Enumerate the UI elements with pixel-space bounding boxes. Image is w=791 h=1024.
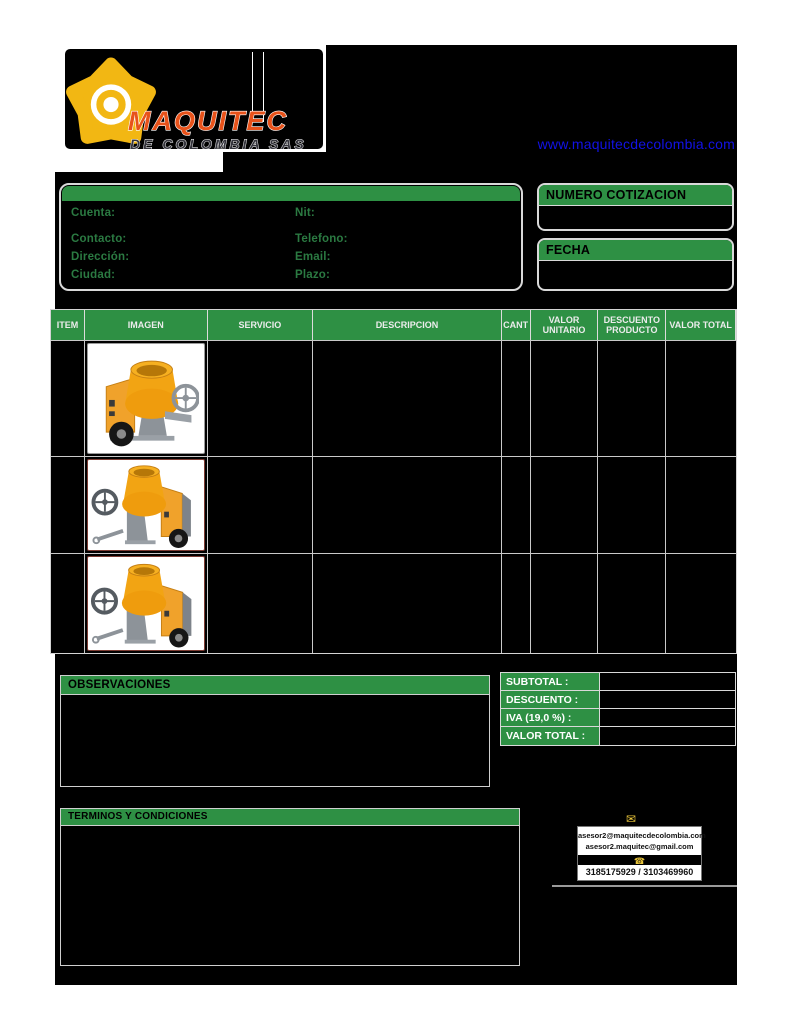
concrete-mixer-left-illustration [90, 462, 202, 548]
client-panel-header-bar [62, 186, 520, 201]
iva-label: IVA (19,0 %) : [501, 709, 600, 726]
cell-descuento[interactable] [598, 553, 666, 653]
observaciones-content[interactable] [60, 695, 490, 787]
col-header-descripcion: DESCRIPCION [313, 310, 501, 340]
client-field-direccion-label: Dirección: [71, 251, 130, 263]
items-table [50, 309, 737, 654]
cell-imagen [85, 340, 208, 456]
product-image-concrete-mixer [87, 459, 205, 551]
product-image-concrete-mixer [87, 556, 205, 651]
quote-date-value[interactable] [539, 261, 732, 285]
col-header-item: ITEM [51, 310, 85, 340]
cell-cant[interactable] [502, 456, 531, 553]
cell-descuento[interactable] [598, 456, 666, 553]
cell-item[interactable] [51, 340, 85, 456]
descuento-label: DESCUENTO : [501, 691, 600, 708]
brand-name-text: MAQUITEC [128, 106, 288, 136]
cell-servicio[interactable] [208, 340, 314, 456]
client-field-email-label: Email: [295, 251, 331, 263]
quote-date-box [537, 238, 734, 291]
descuento-row [501, 691, 735, 709]
totals-table [500, 672, 736, 746]
valor-total-value[interactable] [600, 727, 735, 745]
cell-descripcion[interactable] [313, 340, 501, 456]
col-header-valor-total: VALOR TOTAL [666, 310, 736, 340]
subtotal-value[interactable] [600, 673, 735, 690]
items-table-header-row [51, 310, 736, 340]
terminos-title: TERMINOS Y CONDICIONES [60, 808, 520, 826]
table-row [51, 456, 736, 553]
cell-valor-unitario[interactable] [531, 456, 599, 553]
cell-cant[interactable] [502, 340, 531, 456]
subtotal-row [501, 673, 735, 691]
phone-icon: ☎ [633, 856, 646, 866]
contact-phones: 3185175929 / 3103469960 [585, 867, 694, 877]
cell-servicio[interactable] [208, 456, 314, 553]
col-header-servicio: SERVICIO [208, 310, 314, 340]
valor-total-row [501, 727, 735, 745]
contact-emails [578, 827, 706, 855]
col-header-imagen: IMAGEN [85, 310, 208, 340]
client-field-ciudad-label: Ciudad: [71, 269, 116, 281]
cell-item[interactable] [51, 553, 85, 653]
cell-valor-unitario[interactable] [531, 553, 599, 653]
subtotal-label: SUBTOTAL : [501, 673, 600, 690]
table-row [51, 340, 736, 456]
contact-card [577, 826, 706, 881]
table-row [51, 553, 736, 653]
cell-descuento[interactable] [598, 340, 666, 456]
client-info-panel [59, 183, 523, 291]
descuento-value[interactable] [600, 691, 735, 708]
product-image-concrete-mixer [87, 343, 205, 454]
valor-total-label: VALOR TOTAL : [501, 727, 600, 745]
quote-number-box [537, 183, 734, 231]
website-link[interactable]: www.maquitecdecolombia.com [537, 136, 735, 152]
observaciones-title: OBSERVACIONES [60, 675, 490, 695]
company-wordmark [126, 102, 334, 156]
quote-date-label: FECHA [539, 240, 732, 261]
phone-band [578, 855, 701, 865]
client-field-cuenta-label: Cuenta: [71, 207, 116, 219]
cell-valor-total[interactable] [666, 340, 736, 456]
client-field-contacto-label: Contacto: [71, 233, 127, 245]
cell-descripcion[interactable] [313, 553, 501, 653]
quote-number-value[interactable] [539, 206, 732, 230]
col-header-valor-unitario: VALOR UNITARIO [531, 310, 599, 340]
col-header-cant: CANT [502, 310, 531, 340]
iva-value[interactable] [600, 709, 735, 726]
brand-subtitle-text: DE COLOMBIA SAS [130, 136, 307, 152]
contact-email-secondary: asesor2.maquitec@gmail.com [585, 842, 694, 851]
client-field-plazo-label: Plazo: [295, 269, 331, 281]
cell-imagen [85, 553, 208, 653]
cell-valor-total[interactable] [666, 553, 736, 653]
cell-valor-total[interactable] [666, 456, 736, 553]
client-field-telefono-label: Telefono: [295, 233, 348, 245]
envelope-icon: ✉ [626, 812, 637, 826]
concrete-mixer-right-illustration [93, 346, 199, 452]
cell-cant[interactable] [502, 553, 531, 653]
quote-number-label: NUMERO COTIZACION [539, 185, 732, 206]
col-header-descuento: DESCUENTO PRODUCTO [598, 310, 666, 340]
cell-descripcion[interactable] [313, 456, 501, 553]
divider [552, 885, 737, 887]
terminos-content[interactable] [60, 826, 520, 966]
cell-valor-unitario[interactable] [531, 340, 599, 456]
cell-servicio[interactable] [208, 553, 314, 653]
contact-email-primary: asesor2@maquitecdecolombia.com [578, 831, 706, 840]
cell-item[interactable] [51, 456, 85, 553]
client-field-nit-label: Nit: [295, 207, 315, 219]
cell-imagen [85, 456, 208, 553]
concrete-mixer-left-illustration [90, 560, 202, 648]
iva-row [501, 709, 735, 727]
